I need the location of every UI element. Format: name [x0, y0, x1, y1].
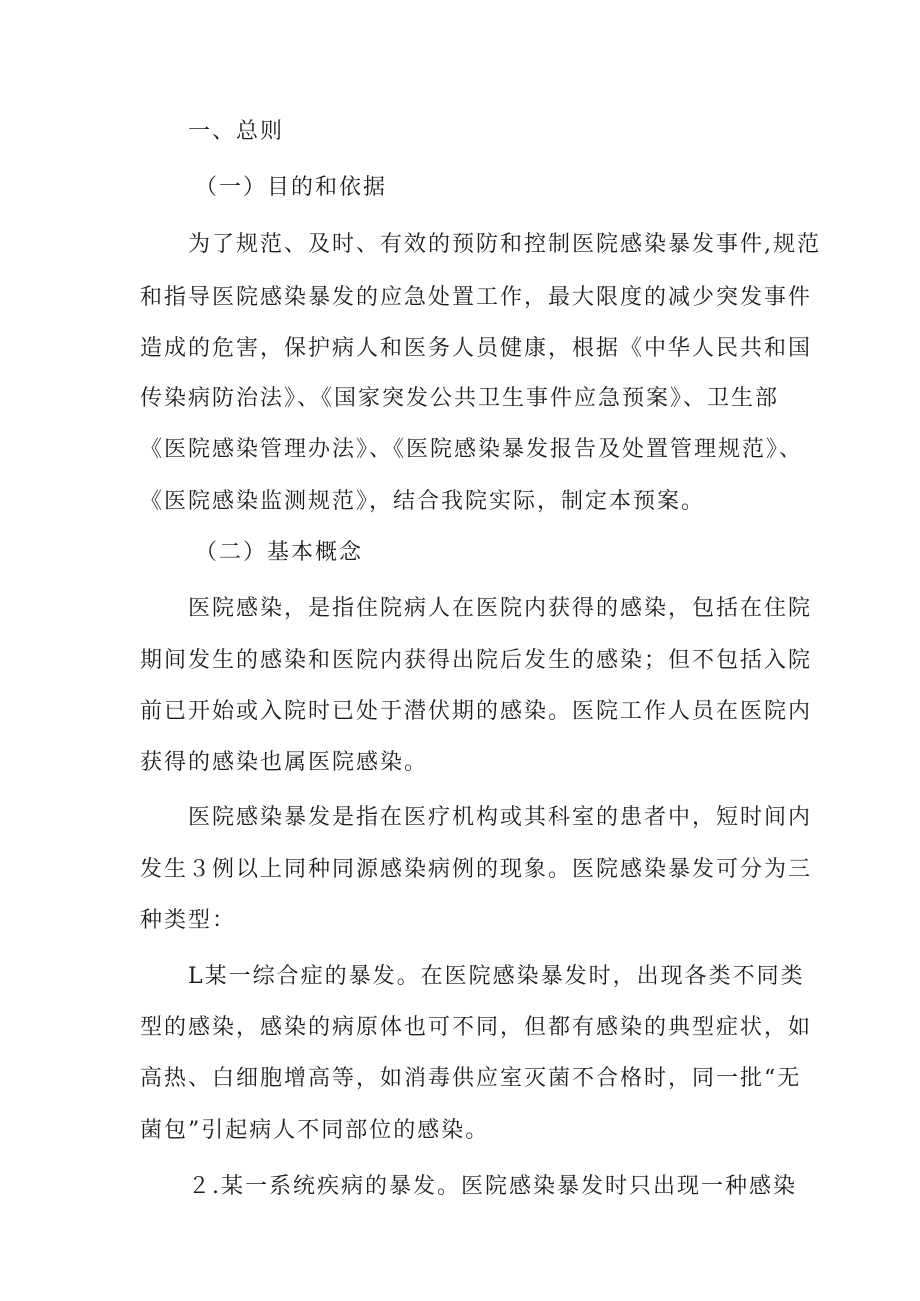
paragraph-line: 菌包”引起病人不同部位的感染。 [140, 1118, 490, 1143]
paragraph-line: 《医院感染管理办法》、《医院感染暴发报告及处置管理规范》、 [140, 437, 804, 462]
paragraph-line: ２.某一系统疾病的暴发。医院感染暴发时只出现一种感染 [188, 1174, 797, 1199]
subsection-heading-concepts: （二）基本概念 [195, 540, 364, 565]
paragraph-line: 《医院感染监测规范》，结合我院实际，制定本预案。 [140, 489, 706, 514]
subsection-heading-purpose: （一）目的和依据 [195, 175, 388, 200]
paragraph-line: 医院感染，是指住院病人在医院内获得的感染，包括在住院 [188, 596, 813, 621]
paragraph-line: 造成的危害，保护病人和医务人员健康，根据《中华人民共和国 [140, 336, 813, 361]
paragraph-line: 传染病防治法》、《国家突发公共卫生事件应急预案》、卫生部 [140, 386, 780, 411]
paragraph-line: 种类型： [140, 908, 237, 933]
paragraph-line: 获得的感染也属医院感染。 [140, 750, 429, 775]
paragraph-line: 期间发生的感染和医院内获得出院后发生的感染；但不包括入院 [140, 648, 813, 673]
paragraph-line: 为了规范、及时、有效的预防和控制医院感染暴发事件,规范 [188, 232, 821, 257]
paragraph-line: 和指导医院感染暴发的应急处置工作，最大限度的减少突发事件 [140, 285, 813, 310]
paragraph-line: 发生３例以上同种同源感染病例的现象。医院感染暴发可分为三 [140, 857, 813, 882]
paragraph-line: 前已开始或入院时已处于潜伏期的感染。医院工作人员在医院内 [140, 699, 813, 724]
paragraph-line: 医院感染暴发是指在医疗机构或其科室的患者中，短时间内 [188, 805, 813, 830]
paragraph-line: 高热、白细胞增高等，如消毒供应室灭菌不合格时，同一批“无 [140, 1066, 802, 1091]
paragraph-line: 型的感染，感染的病原体也可不同，但都有感染的典型症状，如 [140, 1015, 813, 1040]
section-heading: 一、总则 [188, 119, 285, 144]
paragraph-line: L某一综合症的暴发。在医院感染暴发时，出现各类不同类 [188, 964, 805, 989]
